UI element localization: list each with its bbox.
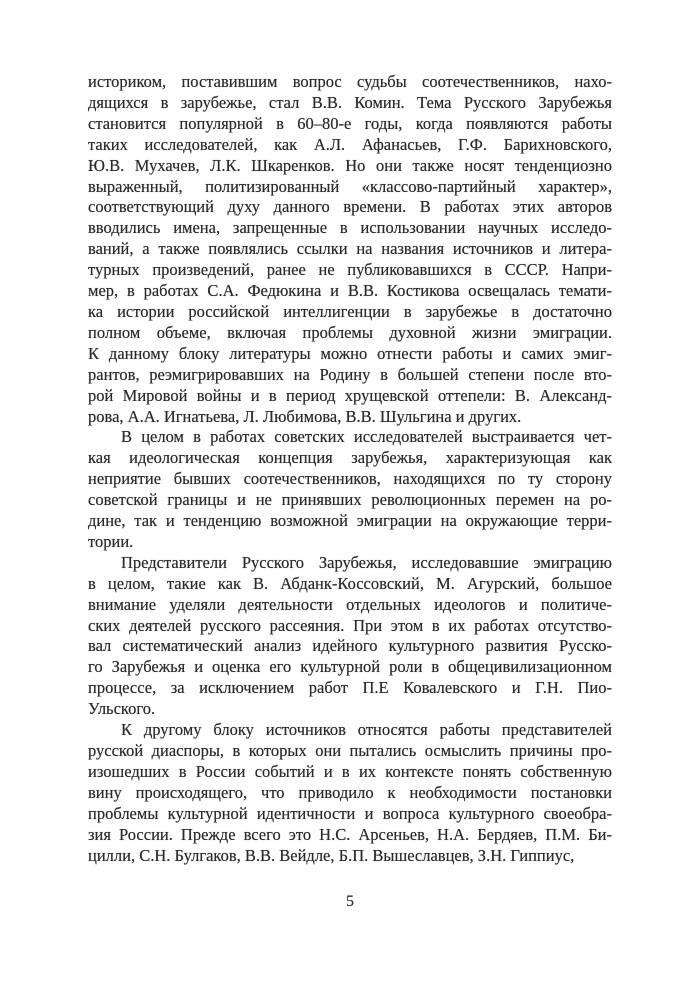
text-line: цилли, С.Н. Булгаков, В.В. Вейдле, Б.П. Вышеславцев, З.Н. Гиппиус, [88,845,575,865]
text-line: внимание уделяли деятельности отдельных идеологов и политиче- [88,594,612,614]
text-line: К данному блоку литературы можно отнести работы и самих эмиг- [88,343,612,363]
page-text [88,72,612,866]
text-line: рантов, реэмигрировавших на Родину в большей степени после вто- [88,364,612,384]
text-line: становится популярной в 60–80-е годы, когда появляются работы [88,113,612,133]
text-line: рова, А.А. Игнатьева, Л. Любимова, В.В. Шульгина и других. [88,406,522,426]
text-line: вину происходящего, что приводило к необходимости постановки [88,782,612,802]
text-line: в целом, такие как В. Абданк-Коссовский, М. Агурский, большое [88,573,612,593]
text-line: таких исследователей, как А.Л. Афанасьев, Г.Ф. Барихновского, [88,134,612,154]
text-line: ских деятелей русского рассеяния. При этом в их работах отсутство- [88,615,612,635]
paragraph [88,72,612,427]
text-line: дине, так и тенденцию возможной эмиграции на окружающие терри- [88,511,612,531]
text-line: изошедших в России событий и в их контексте понять собственную [88,761,612,781]
text-line: процессе, за исключением работ П.Е Ковалевского и Г.Н. Пио- [88,678,612,698]
paragraph [88,553,612,720]
text-line: проблемы культурной идентичности и вопроса культурного своеобра- [88,803,612,823]
paragraph [88,720,612,866]
text-line: Представители Русского Зарубежья, исследовавшие эмиграцию [121,552,612,572]
text-line: В целом в работах советских исследователей выстраивается чет- [121,427,612,447]
text-line: вал систематический анализ идейного культурного развития Русско- [88,636,612,656]
text-line: русской диаспоры, в которых они пытались осмыслить причины про- [88,741,612,760]
text-line: кая идеологическая концепция зарубежья, характеризующая как [88,448,612,468]
text-line: Ю.В. Мухачев, Л.К. Шкаренков. Но они также носят тенденциозно [88,155,612,175]
paragraph [88,427,612,552]
text-line: мер, в работах С.А. Федюкина и В.В. Костикова освещалась темати- [88,281,612,301]
text-line: полном объеме, включая проблемы духовной жизни эмиграции. [88,322,612,342]
text-line: ваний, а также появлялись ссылки на названия источников и литера- [88,239,612,259]
text-line: советской границы и не принявших революционных перемен на ро- [88,490,612,510]
text-line: вводились имена, запрещенные в использовании научных исследо- [88,218,612,238]
text-line: выраженный, политизированный «классово-партийный характер», [88,176,612,196]
text-line: соответствующий духу данного времени. В работах этих авторов [88,197,612,217]
text-line: турных произведений, ранее не публиковавшихся в СССР. Напри- [88,260,612,280]
text-line: рой Мировой войны и в период хрущевской оттепели: В. Александ- [88,385,612,405]
text-line: К другому блоку источников относятся работы представителей [121,720,612,740]
text-line: тории. [88,531,134,551]
text-line: дящихся в зарубежье, стал В.В. Комин. Тема Русского Зарубежья [88,92,612,112]
page-number: 5 [346,893,354,910]
text-line: Ульского. [88,699,156,719]
text-line: неприятие бывших соотечественников, находящихся по ту сторону [88,469,612,489]
text-line: ка истории российской интеллигенции в зарубежье в достаточно [88,301,612,321]
text-line: го Зарубежья и оценка его культурной роли в общецивилизационном [88,657,612,677]
text-line: историком, поставившим вопрос судьбы соотечественников, нахо- [88,72,612,91]
text-line: зия России. Прежде всего это Н.С. Арсеньев, Н.А. Бердяев, П.М. Би- [88,824,612,844]
